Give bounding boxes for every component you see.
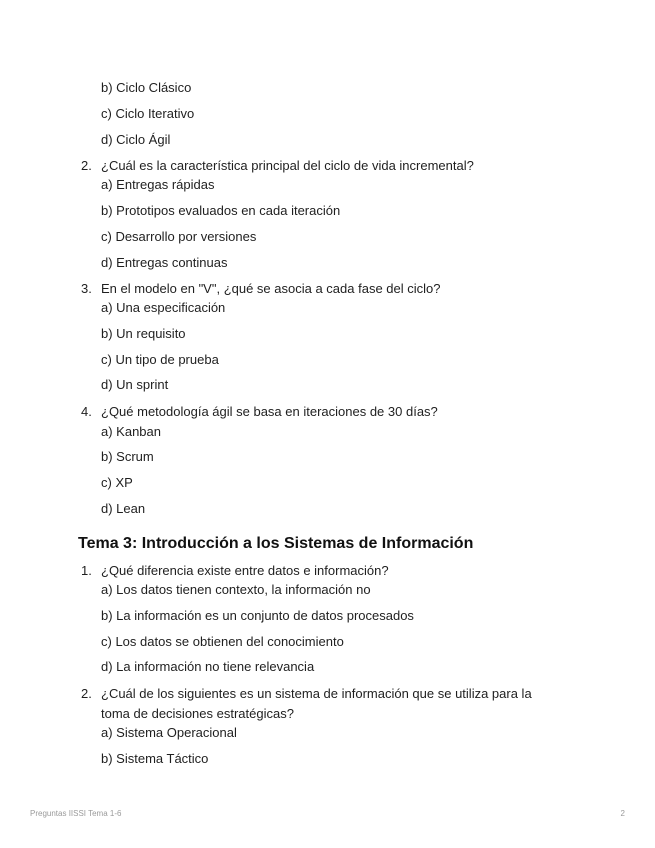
question-text: ¿Cuál de los siguientes es un sistema de información que se utiliza para la toma de decisiones estratégicas? (101, 686, 532, 721)
option-b: b) Sistema Táctico (101, 751, 209, 766)
option-c: c) Los datos se obtienen del conocimiento (101, 634, 344, 649)
question-number: 1. (81, 563, 92, 578)
question-text: En el modelo en "V", ¿qué se asocia a cada fase del ciclo? (101, 281, 441, 296)
option-b: b) Un requisito (101, 326, 186, 341)
option-d: d) Ciclo Ágil (101, 132, 171, 147)
option-b: b) La información es un conjunto de datos procesados (101, 608, 414, 623)
question-text: ¿Cuál es la característica principal del ciclo de vida incremental? (101, 158, 474, 173)
question-number: 4. (81, 404, 92, 419)
option-a: a) Sistema Operacional (101, 725, 237, 740)
option-d: d) Entregas continuas (101, 255, 228, 270)
question-text: ¿Qué diferencia existe entre datos e información? (101, 563, 389, 578)
option-b: b) Ciclo Clásico (101, 80, 192, 95)
footer-page-number: 2 (620, 809, 625, 818)
section-heading: Tema 3: Introducción a los Sistemas de Información (78, 535, 474, 552)
question-number: 3. (81, 281, 92, 296)
option-c: c) Ciclo Iterativo (101, 106, 195, 121)
option-d: d) La información no tiene relevancia (101, 659, 315, 674)
option-c: c) XP (101, 475, 133, 490)
option-c: c) Desarrollo por versiones (101, 229, 257, 244)
option-a: a) Los datos tienen contexto, la información no (101, 582, 371, 597)
option-a: a) Entregas rápidas (101, 177, 215, 192)
option-d: d) Lean (101, 501, 146, 516)
question-number: 2. (81, 686, 92, 701)
option-a: a) Kanban (101, 424, 161, 439)
question-number: 2. (81, 158, 92, 173)
option-c: c) Un tipo de prueba (101, 352, 219, 367)
option-d: d) Un sprint (101, 377, 169, 392)
option-a: a) Una especificación (101, 300, 226, 315)
option-b: b) Scrum (101, 449, 154, 464)
footer-doc-title: Preguntas IISSI Tema 1-6 (30, 809, 122, 818)
option-b: b) Prototipos evaluados en cada iteración (101, 203, 341, 218)
question-text: ¿Qué metodología ágil se basa en iteraciones de 30 días? (101, 404, 438, 419)
